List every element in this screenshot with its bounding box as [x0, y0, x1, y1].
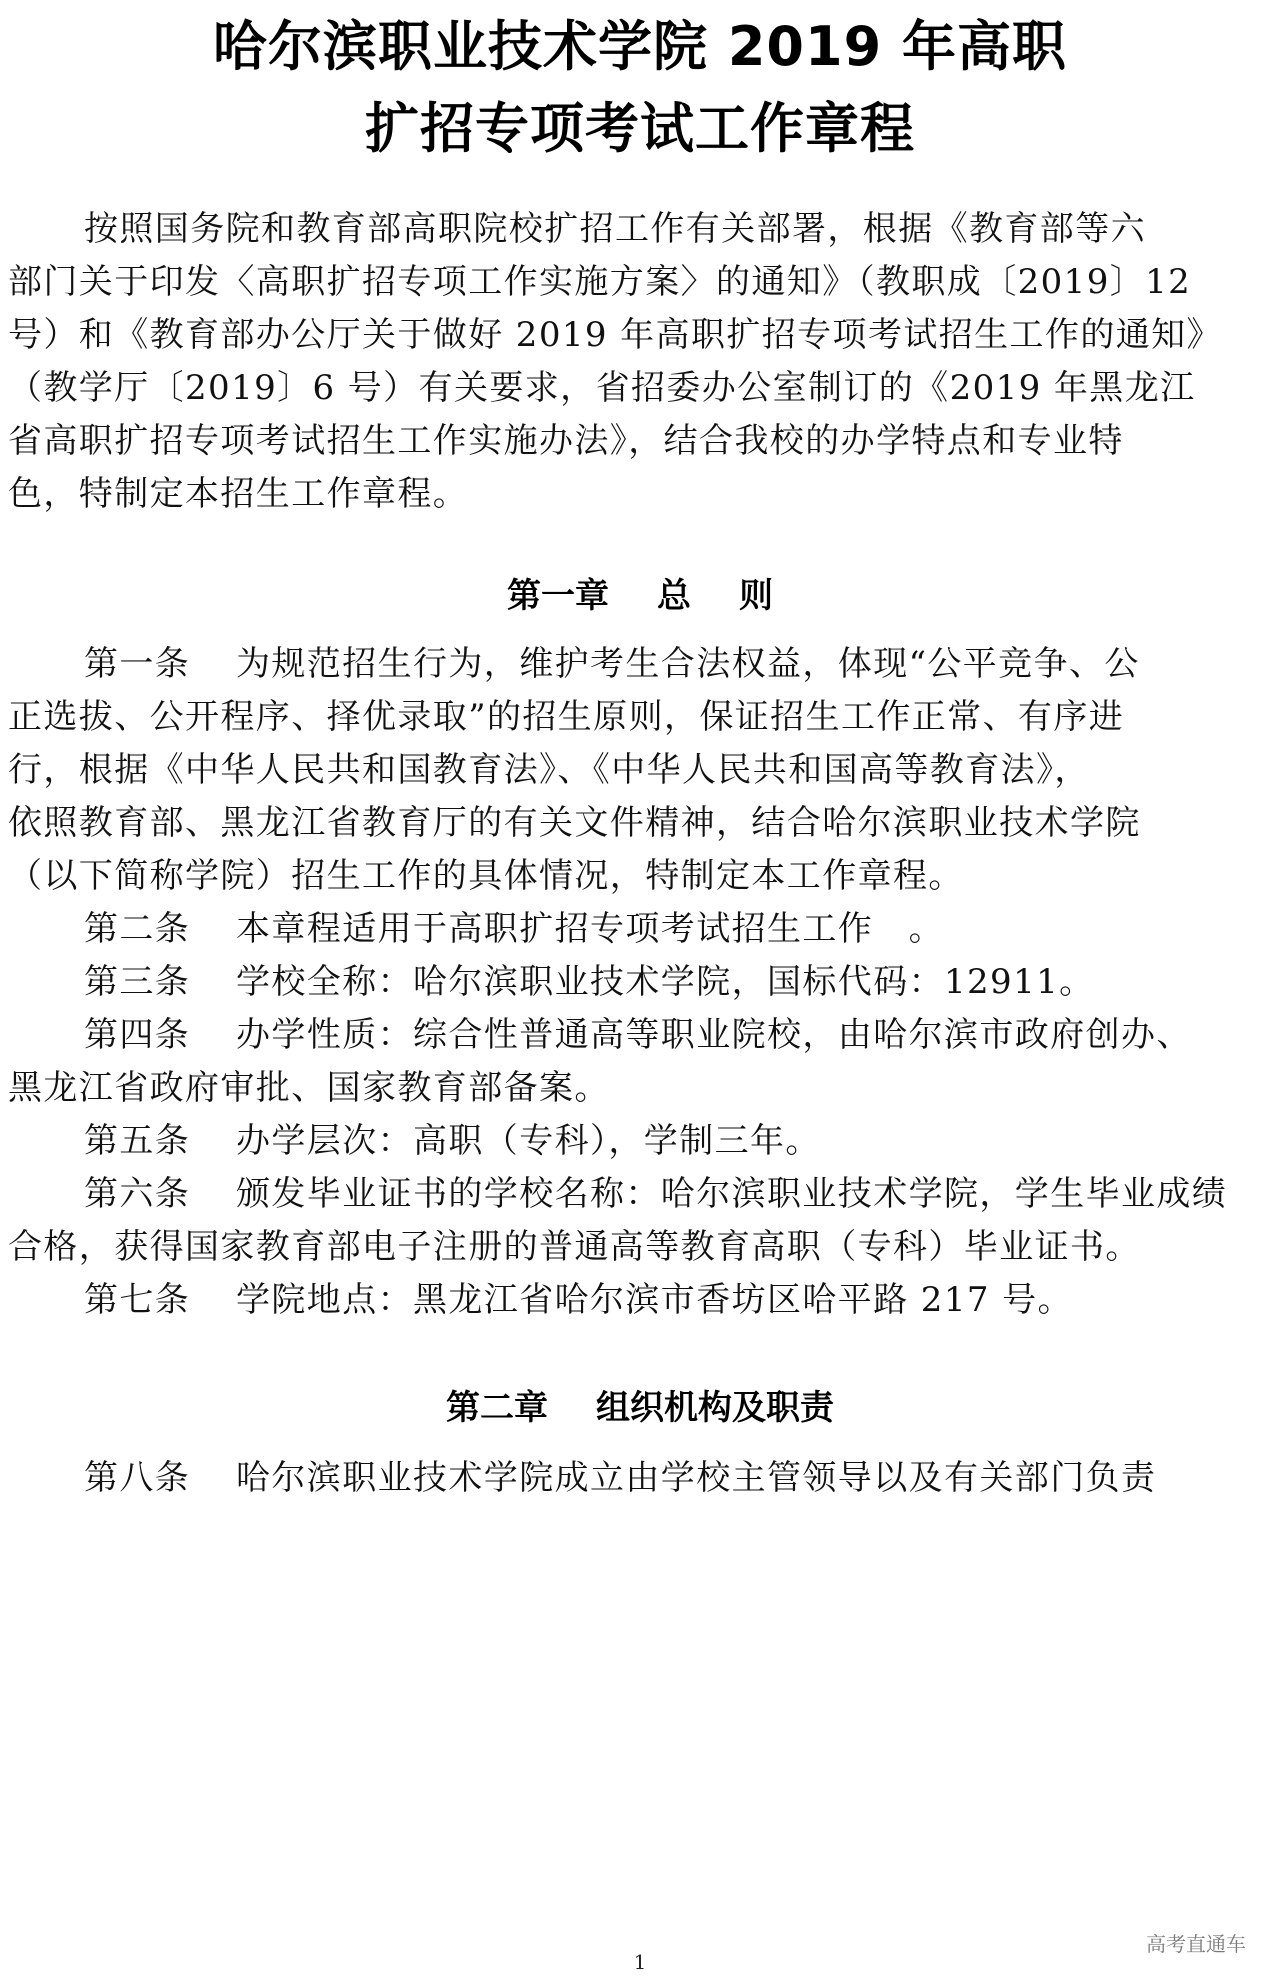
- article-1-line: （以下简称学院）招生工作的具体情况，特制定本工作章程。: [8, 856, 964, 896]
- article-1-line: 正选拔、公开程序、择优录取”的招生原则，保证招生工作正常、有序进: [8, 697, 1125, 737]
- article-5-line: [84, 1118, 1244, 1164]
- article-6-text: 颁发毕业证书的学校名称：哈尔滨职业技术学院，学生毕业成绩: [236, 1174, 1228, 1214]
- chapter-1-label: 第一章: [507, 576, 609, 616]
- chapter-1-heading: [0, 573, 1280, 619]
- preamble-line: 号）和《教育部办公厅关于做好 2019 年高职扩招专项考试招生工作的通知》: [8, 315, 1222, 355]
- preamble-line: 按照国务院和教育部高职院校扩招工作有关部署，根据《教育部等六: [84, 209, 1146, 249]
- preamble-line: 省高职扩招专项考试招生工作实施办法》，结合我校的办学特点和专业特: [8, 421, 1124, 461]
- chapter-2-name: 组织机构及职责: [596, 1388, 834, 1428]
- article-8-text: 哈尔滨职业技术学院成立由学校主管领导以及有关部门负责: [236, 1458, 1157, 1498]
- article-5-label: 第五条: [84, 1121, 191, 1161]
- chapter-1-name-part: 总: [657, 576, 691, 616]
- article-6-line: [84, 1171, 1244, 1217]
- article-4-line: 黑龙江省政府审批、国家教育部备案。: [8, 1068, 610, 1108]
- article-3-text: 学校全称：哈尔滨职业技术学院，国标代码：12911。: [236, 962, 1095, 1002]
- article-1-line: 依照教育部、黑龙江省教育厅的有关文件精神，结合哈尔滨职业技术学院: [8, 803, 1141, 843]
- article-2-label: 第二条: [84, 909, 191, 949]
- chapter-1-name-part: 则: [739, 576, 773, 616]
- article-8-line: [84, 1455, 1244, 1501]
- chapter-2-heading: [0, 1385, 1280, 1431]
- article-5-text: 办学层次：高职（专科），学制三年。: [236, 1121, 821, 1161]
- article-7-line: [84, 1277, 1244, 1323]
- article-2-text: 本章程适用于高职扩招专项考试招生工作 。: [236, 909, 944, 949]
- chapter-2-label: 第二章: [446, 1388, 548, 1428]
- article-1-line: 行，根据《中华人民共和国教育法》、《中华人民共和国高等教育法》，: [8, 750, 1090, 790]
- article-4-line: [84, 1012, 1244, 1058]
- document-title-line-2: 扩招专项考试工作章程: [365, 97, 915, 160]
- article-7-text: 学院地点：黑龙江省哈尔滨市香坊区哈平路 217 号。: [236, 1280, 1073, 1320]
- preamble-line: （教学厅〔2019〕6 号）有关要求，省招委办公室制订的《2019 年黑龙江: [8, 368, 1196, 408]
- article-7-label: 第七条: [84, 1280, 191, 1320]
- article-2-line: [84, 906, 1244, 952]
- article-8-label: 第八条: [84, 1458, 191, 1498]
- article-1-text: 为规范招生行为，维护考生合法权益，体现“公平竞争、公: [236, 644, 1140, 684]
- article-4-label: 第四条: [84, 1015, 191, 1055]
- watermark: 高考直通车: [1146, 1932, 1246, 1956]
- preamble-line: 色，特制定本招生工作章程。: [8, 474, 469, 514]
- article-3-label: 第三条: [84, 962, 191, 1002]
- document-title-line-1: 哈尔滨职业技术学院 2019 年高职: [213, 15, 1067, 78]
- article-6-line: 合格，获得国家教育部电子注册的普通高等教育高职（专科）毕业证书。: [8, 1227, 1141, 1267]
- article-1-label: 第一条: [84, 644, 191, 684]
- page-number: 1: [633, 1950, 647, 1974]
- article-6-label: 第六条: [84, 1174, 191, 1214]
- preamble-line: 部门关于印发〈高职扩招专项工作实施方案〉的通知》（教职成〔2019〕12: [8, 262, 1192, 302]
- article-3-line: [84, 959, 1244, 1005]
- article-4-text: 办学性质：综合性普通高等职业院校，由哈尔滨市政府创办、: [236, 1015, 1192, 1055]
- article-1-line: [84, 641, 1244, 687]
